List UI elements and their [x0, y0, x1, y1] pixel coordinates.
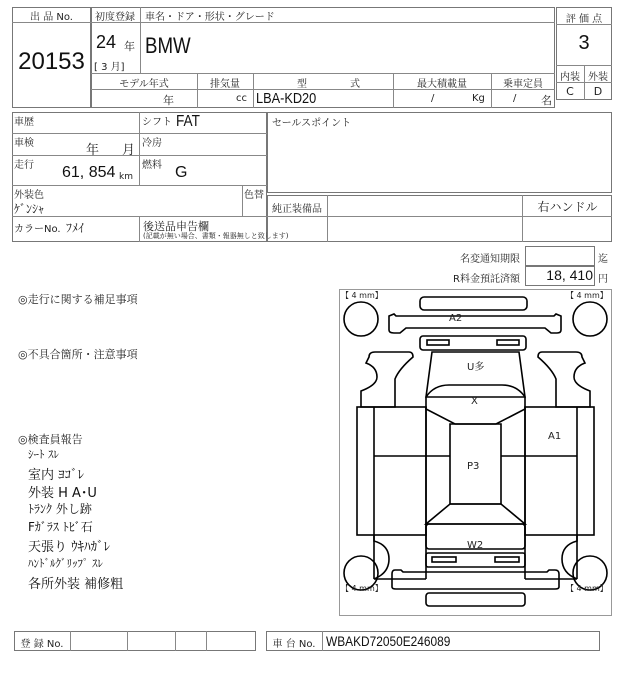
- type-label: 型: [297, 79, 307, 90]
- later-items-note: (記載が無い場合、書類・報器無しと致します): [143, 232, 289, 240]
- capacity-label: 乗車定員: [503, 79, 543, 90]
- body-right: [525, 407, 594, 535]
- rear-lamp-panel: [426, 553, 525, 567]
- color-change-label: 色替: [244, 190, 264, 201]
- inspector-report-heading: ◎検査員報告: [18, 433, 83, 446]
- fuel-label: 燃料: [142, 160, 162, 171]
- inspection-year-unit: 年: [86, 143, 100, 158]
- max-load-label: 最大積載量: [417, 79, 467, 90]
- chassis-number-label: 車 台 No.: [272, 639, 316, 650]
- defects-heading: ◎不具合箇所・注意事項: [18, 348, 138, 361]
- front-grille-top: [420, 297, 527, 310]
- inspector-line: 各所外装 補修粗: [28, 577, 124, 592]
- chassis-number: WBAKD72050E246089: [326, 633, 451, 649]
- name-change-value-box: [525, 246, 595, 266]
- inspector-line: 室内 ﾖｺﾞﾚ: [28, 468, 85, 483]
- tire-tread-front-right: 【 4 mm】: [566, 291, 608, 300]
- name-change-unit: 迄: [598, 254, 608, 265]
- later-items-label: 後送品申告欄: [143, 220, 209, 233]
- taillight-left: [432, 557, 456, 562]
- first-registration-label: 初度登録: [95, 12, 135, 23]
- tire-tread-rear-right: 【 4 mm】: [566, 584, 608, 593]
- first-registration-month: [ 3 月]: [94, 62, 125, 73]
- aircon-label: 冷房: [142, 138, 162, 149]
- inspector-line: 天張り ｳｷﾊｶﾞﾚ: [28, 540, 111, 555]
- shift-value: FAT: [176, 113, 200, 130]
- capacity-unit: 名: [541, 94, 552, 107]
- front-lamp-panel: [420, 336, 526, 350]
- model-year-label: モデル年式: [119, 79, 169, 90]
- sales-point-label: セールスポイント: [272, 118, 352, 129]
- handle-value: 右ハンドル: [537, 200, 598, 214]
- first-registration-year: 24: [96, 32, 117, 52]
- equipment-label: 純正装備品: [272, 204, 322, 215]
- inspector-line: Fｶﾞﾗｽ ﾄﾋﾞ石: [28, 520, 93, 534]
- tire-tread-front-left: 【 4 mm】: [341, 291, 383, 300]
- color-number-value: ﾌﾒｲ: [66, 221, 85, 235]
- type-label-2: 式: [350, 79, 360, 90]
- shift-label: シフト: [142, 117, 172, 128]
- first-registration-year-unit: 年: [124, 40, 135, 53]
- rear-glass: [426, 504, 525, 524]
- car-name: BMW: [145, 33, 191, 58]
- car-name-label: 車名・ドア・形状・グレード: [145, 12, 275, 23]
- inspection-month-unit: 月: [122, 143, 136, 158]
- inspector-line: ﾄﾗﾝｸ 外し跡: [28, 502, 92, 516]
- mileage-notes-heading: ◎走行に関する補足事項: [18, 293, 138, 306]
- score-value: 3: [578, 32, 590, 54]
- tire-tread-rear-left: 【 4 mm】: [341, 584, 383, 593]
- headlight-left: [427, 340, 449, 345]
- lot-number-label: 出 品 No.: [30, 12, 73, 23]
- exterior-color-value: ｹﾞﾝｼｬ: [14, 202, 45, 216]
- lot-number: 20153: [18, 48, 85, 75]
- inspector-line: ｼｰﾄ ｽﾚ: [28, 448, 59, 461]
- mark-hood: U多: [467, 362, 485, 373]
- recycle-fee-label: R料金預託済額: [453, 274, 520, 285]
- recycle-fee-value: 18, 410: [546, 267, 593, 283]
- displacement-unit: cc: [236, 93, 247, 104]
- exterior-grade: D: [593, 85, 603, 98]
- rear-bottom: [426, 593, 525, 606]
- fuel-value: G: [175, 164, 188, 181]
- name-change-label: 名変通知期限: [460, 254, 520, 265]
- exterior-color-label: 外装色: [14, 190, 44, 201]
- inspector-line: 外装 H A･U: [28, 486, 97, 501]
- max-load-unit: Kg: [472, 93, 485, 104]
- mark-rear-glass: W2: [467, 540, 484, 551]
- interior-grade: C: [566, 85, 574, 98]
- mark-windshield: X: [471, 396, 478, 407]
- front-bumper: [389, 314, 561, 333]
- type-value: LBA-KD20: [256, 90, 317, 107]
- car-diagram: [339, 289, 612, 616]
- body-left: [357, 407, 426, 535]
- mileage-value: 61, 854: [62, 164, 116, 181]
- headlight-right: [497, 340, 519, 345]
- front-fender-left: [361, 352, 413, 407]
- mileage-label: 走行: [14, 160, 34, 171]
- max-load-value: /: [431, 93, 435, 104]
- mark-roof: P3: [467, 461, 480, 472]
- inspection-label: 車検: [14, 138, 34, 149]
- inspector-line: ﾊﾝﾄﾞﾙｸﾞﾘｯﾌﾟ ｽﾚ: [28, 557, 103, 570]
- capacity-value: /: [513, 93, 517, 104]
- front-fender-right: [538, 352, 590, 407]
- history-label: 車歴: [14, 117, 34, 128]
- color-number-label: カラーNo.: [14, 224, 61, 235]
- exterior-label: 外装: [588, 72, 608, 83]
- model-year-unit: 年: [163, 94, 174, 107]
- displacement-label: 排気量: [210, 79, 240, 90]
- mark-front-bumper: A2: [449, 313, 463, 324]
- score-label: 評 価 点: [565, 14, 603, 25]
- interior-label: 内装: [560, 72, 580, 83]
- mileage-unit: km: [119, 172, 133, 182]
- mark-right-side: A1: [548, 431, 562, 442]
- recycle-fee-unit: 円: [598, 274, 608, 285]
- tire-front-right: [573, 302, 607, 336]
- taillight-right: [495, 557, 519, 562]
- registration-number-label: 登 録 No.: [20, 639, 64, 650]
- tire-front-left: [344, 302, 378, 336]
